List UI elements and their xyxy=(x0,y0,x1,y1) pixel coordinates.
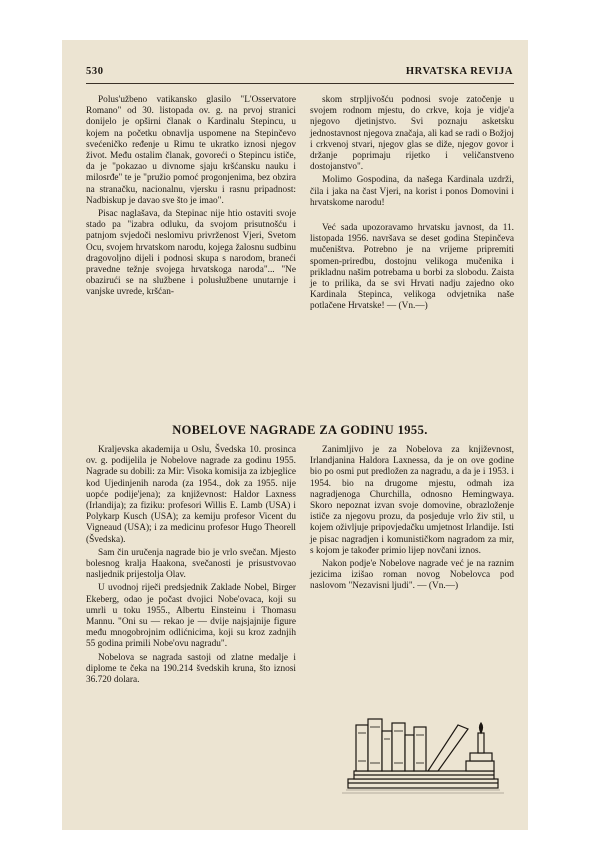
article2-column-right xyxy=(310,445,514,593)
article2-column-left xyxy=(86,445,296,686)
paragraph: Sam čin uručenja nagrade bio je vrlo svečan. Mjesto bolesnog kralja Haakona, svečanosti je prisustvovao nasljednik prijestolja Olav. xyxy=(86,547,296,581)
paragraph: Nobelova se nagrada sastoji od zlatne medalje i diplome te čeka na 190.214 švedskih kruna, što iznosi 36.720 dolara. xyxy=(86,652,296,686)
paragraph: Nakon podje'e Nobelove nagrade već je na raznim jezicima izišao roman novog Nobelovca pod naslovom "Nezavisni ljudi". — (Vn.—) xyxy=(310,559,514,592)
article2-title: NOBELOVE NAGRADE ZA GODINU 1955. xyxy=(172,423,428,437)
paragraph: Već sada upozoravamo hrvatsku javnost, da 11. listopada 1956. navršava se deset godina Stepinčeva mučeništva. Potrebno je na vrijeme pripremiti spomen-priredbu, dostojnu velikoga mučenika i prikladnu našim potrebama u borbi za slobodu. Zaista je to prilika, da se svi Hrvati nadju zajedno oko Kardinala Stepinca, velikoga odvjetnika naše potlačene Hrvatske! — (Vn.—) xyxy=(310,223,514,312)
paragraph: Polus'užbeno vatikansko glasilo "L'Osservatore Romano" od 30. listopada ov. g. na prvoj stranici donijelo je opširni članak o Kardinalu Stepincu, u kojem na početku obnavlja uspomene na Stepinčevo svećeničko ređenje u Rimu te ukratko iznosi njegov život. Među ostalim članak, govoreći o Stepincu ističe, da je "pokazao u divnome sjaju kršćansku nauku i milosrđe" te je "pružio pomoć progonjenima, bez obzira na stranačku, nacionalnu, vjersku i rasnu pripadnost: Nadbiskup je davao sve što je imao". xyxy=(86,95,296,206)
paragraph: Molimo Gospodina, da našega Kardinala uzdrži, čila i jaka na čast Vjeri, na korist i ponos Domovini i hrvatskome narodu! xyxy=(310,175,514,208)
article1-column-left xyxy=(86,95,296,299)
article1-column-right xyxy=(310,95,514,313)
page-number: 530 xyxy=(86,66,104,77)
books-illustration xyxy=(338,705,508,797)
paragraph: U uvodnoj riječi predsjednik Zaklade Nobel, Birger Ekeberg, odao je počast dvojici Nobe'ovaca, koji su umrli u toku 1955., Albertu Einsteinu i Thomasu Mannu. "Oni su — rekao je — dvije najsjajnije figure među mnogobrojnim odlićnicima, koji su kroz zadnjih 55 godina primili Nobe'ovu nagradu". xyxy=(86,583,296,650)
paragraph: Kraljevska akademija u Oslu, Švedska 10. prosinca ov. g. podijelila je Nobelove nagrade za godinu 1955. Nagrade su dobili: za Mir: Visoka komisija za izbjeglice kod Ujedinjenih naroda (za 1954., dok za 1955. nije uopće podije'jena); za književnost: Haldor Laxness (Irlandija); za fiziku: profesori Willis E. Lamb (USA) i Polykarp Kusch (USA); za kemiju profesor Vicent du Vigneaud (USA); i za medicinu profesor Hugo Theorell (Švedska). xyxy=(86,445,296,545)
paragraph: skom strpljivošću podnosi svoje zatočenje u svojem rodnom mjestu, do crkve, koja je vidje'a njegovo djetinjstvo. Svi poznaju asketsku jednostavnost njegova značaja, ali kad se radi o Božjoj i crkvenoj stvari, njegov glas se diže, njegov govor i držanje poprimaju rijetko i veličanstveno dostojanstvo". xyxy=(310,95,514,173)
header-rule xyxy=(86,83,514,84)
running-head: HRVATSKA REVIJA xyxy=(405,66,513,77)
paragraph: Pisac naglašava, da Stepinac nije htio ostaviti svoje stado pa "izabra odluku, da svojom prisutnošću i patnjom svjedoči neslomivu privrženost Vjeri, Svetom Ocu, svojem hrvatskom narodu, kojega žalosnu sudbinu dragovoljno dijeli i podnosi skupa s narodom, braneći pravedne težnje svojega hrvatskoga naroda"... "Ne obazirući se na službene i polusłužbene unutarnje i vanjske uvrede, kršćan- xyxy=(86,209,296,298)
paragraph: Zanimljivo je za Nobelova za književnost, Irlandjanina Haldora Laxnessa, da je on ove godine bio po osmi put predložen za nagradu, a da je i 1953. i 1954. bio na drugome mjestu, odmah iza nagradjenoga Churchilla, odnosno Hemingwaya. Skoro nepoznat izvan svoje domovine, obrazloženje ističe za njegovu prozu, da posjeduje vrlo živ stil, u kojem oživljuje pripovjedačku umjetnost Irlandije. Isti je pisac nagradjen i komunističkom nagradom za mir, s kojom je također primio lijep novčani iznos. xyxy=(310,445,514,556)
